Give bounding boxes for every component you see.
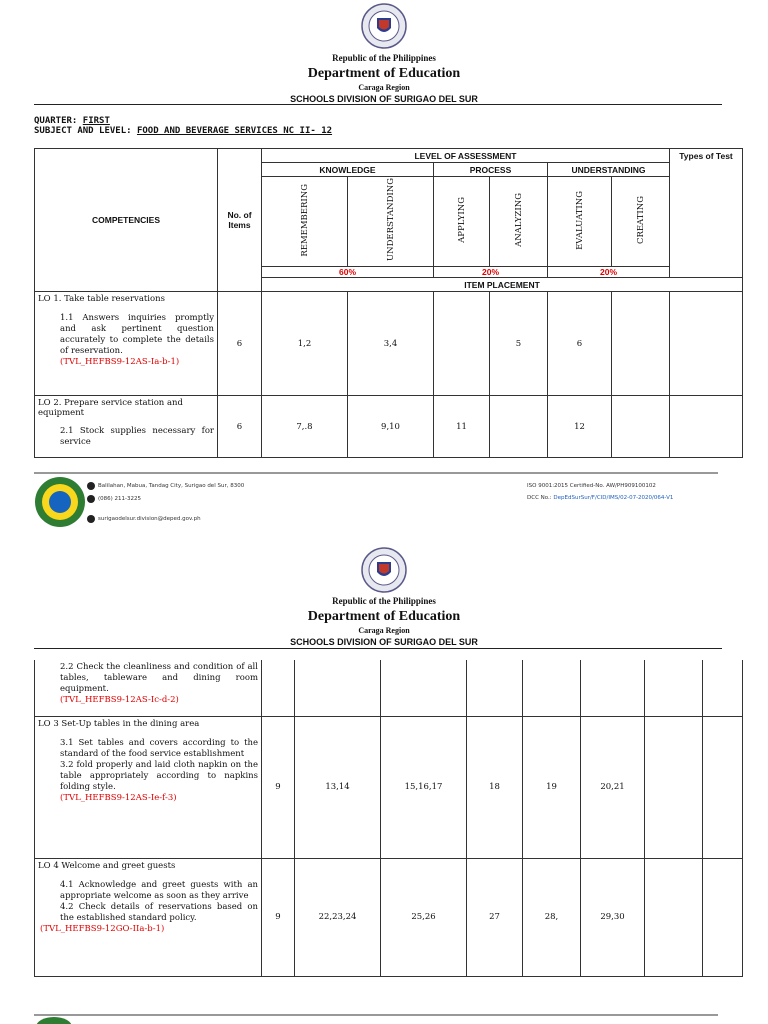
lo4-cell [35,858,262,976]
region-text-2: Caraga Region [358,626,410,635]
understanding-header: UNDERSTANDING [548,163,670,177]
deped-seal-icon [361,547,407,593]
lo3-types [703,716,743,858]
col-analyzing: ANALYZING [490,177,548,267]
footer-iso: ISO 9001:2015 Certified-No. AW/PH909100102 [527,483,656,489]
lo3-rem: 13,14 [295,716,381,858]
lo4-code: (TVL_HEFBS9-12GO-IIa-b-1) [40,923,165,934]
department-title-2: Department of Education [307,609,461,624]
lo2-eva: 12 [548,396,612,458]
types-header: Types of Test [670,149,743,163]
pct-process: 20% [434,267,548,278]
quarter-value: FIRST [82,116,110,126]
lo4-comp1: 4.1 Acknowledge and greet guests with an appropriate welcome as soon as they arrive [60,879,258,901]
lo3-comp1: 3.1 Set tables and covers according to the standard of the food service establishment [60,737,258,759]
lo1-types [670,292,743,396]
col-applying: APPLYING [434,177,490,267]
header-divider [34,104,722,105]
pct-understanding: 20% [548,267,670,278]
lo3-title: LO 3 Set-Up tables in the dining area [38,718,200,729]
lo2-cre [612,396,670,458]
lo1-code: (TVL_HEFBS9-12AS-Ia-b-1) [60,357,180,367]
process-header: PROCESS [434,163,548,177]
lo2b-comp: 2.2 Check the cleanliness and condition of all tables, tableware and dining room equipment. [60,662,258,694]
item-placement-header: ITEM PLACEMENT [262,278,743,292]
footer-phone: (086) 211-3225 [98,496,142,502]
lo1-items: 6 [218,292,262,396]
lo3-eva: 20,21 [581,716,645,858]
types-blank [670,163,743,278]
lo2-rem: 7,.8 [262,396,348,458]
lo4-eva: 29,30 [581,858,645,976]
location-icon [87,482,95,490]
lo4-items: 9 [262,858,295,976]
division-logo-partial-icon [34,1017,74,1024]
lo2b-cell [35,660,262,716]
col-evaluating: EVALUATING [548,177,612,267]
lo4-app: 27 [467,858,523,976]
footer-divider-2 [34,1014,718,1016]
lo4-und: 25,26 [381,858,467,976]
table-row [35,396,743,458]
lo3-code: (TVL_HEFBS9-12AS-Ie-f-3) [60,792,177,803]
quarter-line [34,116,110,126]
republic-text: Republic of the Philippines [332,53,436,63]
lo1-rem: 1,2 [262,292,348,396]
lo3-ana: 19 [523,716,581,858]
col-creating: CREATING [612,177,670,267]
lo3-app: 18 [467,716,523,858]
lo3-items: 9 [262,716,295,858]
lo3-und: 15,16,17 [381,716,467,858]
knowledge-header: KNOWLEDGE [262,163,434,177]
subject-line [34,126,332,136]
competencies-header: COMPETENCIES [35,149,218,292]
lo2-items: 6 [218,396,262,458]
division-logo-icon [34,476,86,528]
quarter-label: QUARTER: [34,116,78,126]
lo4-ana: 28, [523,858,581,976]
header-divider-2 [34,648,722,649]
email-icon [87,515,95,523]
lo1-eva: 6 [548,292,612,396]
lo3-cre [645,716,703,858]
lo2-types [670,396,743,458]
lo1-title: LO 1. Take table reservations [38,294,165,304]
table-row [35,716,743,858]
lo1-app [434,292,490,396]
lo2-und: 9,10 [348,396,434,458]
lo1-ana: 5 [490,292,548,396]
department-title: Department of Education [307,66,461,81]
lo4-cre [645,858,703,976]
lo4-comp2: 4.2 Check details of reservations based on the established standard policy. [60,901,258,923]
lo1-comp: 1.1 Answers inquiries promptly and ask pertinent question accurately to complete the details of reservation. [60,313,214,356]
lo2-app: 11 [434,396,490,458]
lo4-title: LO 4 Welcome and greet guests [38,860,176,871]
phone-icon [87,495,95,503]
lo2-cell [35,396,218,458]
col-remembering: REMEMBERING [262,177,348,267]
lo3-cell [35,716,262,858]
division-text-2: SCHOOLS DIVISION OF SURIGAO DEL SUR [290,637,478,647]
division-text: SCHOOLS DIVISION OF SURIGAO DEL SUR [290,94,478,104]
lo4-types [703,858,743,976]
lo2b-code: (TVL_HEFBS9-12AS-Ic-d-2) [60,695,179,705]
subject-label: SUBJECT AND LEVEL: [34,126,132,136]
footer-address: Balilahan, Mabua, Tandag City, Surigao del Sur, 8300 [98,483,245,489]
footer-divider [34,472,718,474]
lo1-cre [612,292,670,396]
lo3-comp2: 3.2 fold properly and laid cloth napkin on the table appropriately according to napkins folding style. [60,759,258,792]
lo4-rem: 22,23,24 [295,858,381,976]
subject-value: FOOD AND BEVERAGE SERVICES NC II- 12 [136,126,333,136]
level-header: LEVEL OF ASSESSMENT [262,149,670,163]
assessment-table-continued [34,660,743,977]
lo1-cell [35,292,218,396]
pct-knowledge: 60% [262,267,434,278]
lo2-title: LO 2. Prepare service station and equipment [38,398,183,418]
republic-text-2: Republic of the Philippines [332,596,436,606]
region-text: Caraga Region [358,83,410,92]
footer-dcc: DCC No.: DepEdSurSur/F/CID/IMS/02-07-2020/064-V1 [527,495,674,501]
table-row [35,292,743,396]
no-items-header: No. of Items [218,149,262,292]
lo2-comp: 2.1 Stock supplies necessary for service [60,426,214,447]
footer-email: surigaodelsur.division@deped.gov.ph [98,516,201,522]
table-row [35,858,743,976]
col-understanding: UNDERSTANDING [348,177,434,267]
lo2-ana [490,396,548,458]
assessment-table [34,148,743,458]
deped-seal-icon [361,3,407,49]
table-row [35,660,743,716]
lo1-und: 3,4 [348,292,434,396]
